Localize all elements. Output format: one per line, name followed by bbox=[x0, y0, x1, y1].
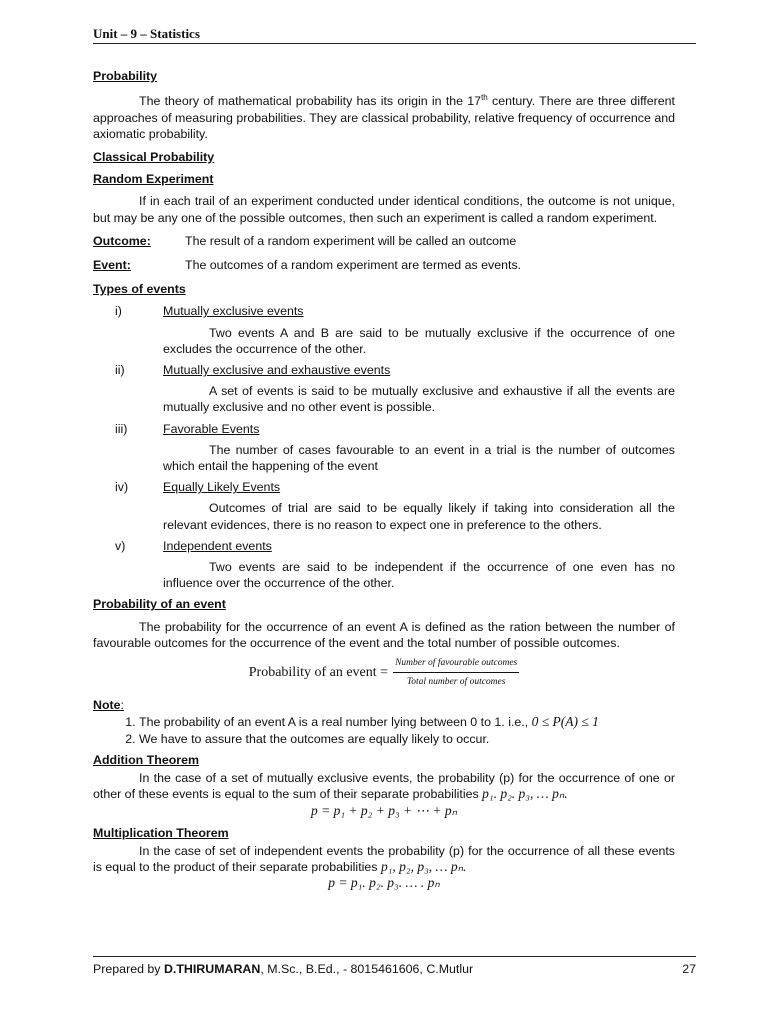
definition-term: Event: bbox=[93, 257, 131, 272]
page-number: 27 bbox=[682, 962, 696, 976]
note-text: We have to assure that the outcomes are equally likely to occur. bbox=[139, 731, 490, 746]
definition-text: The outcomes of a random experiment are termed as events. bbox=[185, 257, 522, 272]
event-type-item bbox=[93, 479, 675, 533]
footer-suffix: , M.Sc., B.Ed., - 8015461606, C.Mutlur bbox=[260, 962, 474, 976]
definition-term: Outcome: bbox=[93, 233, 151, 248]
definition-text: The result of a random experiment will be called an outcome bbox=[185, 233, 517, 248]
heading-note: Note: bbox=[93, 698, 124, 713]
heading-classical-probability: Classical Probability bbox=[93, 149, 215, 164]
event-type-item bbox=[93, 538, 675, 592]
addition-inline-math: p₁. p₂. p₃, … pₙ. bbox=[482, 786, 568, 802]
addition-text: In the case of a set of mutually exclusive events, the probability (p) for the occurrence of one or other of these events is equal to the sum of their separate probabilities bbox=[93, 771, 675, 802]
footer-prefix: Prepared by bbox=[93, 962, 164, 976]
heading-multiplication-theorem: Multiplication Theorem bbox=[93, 825, 229, 840]
formula-fraction bbox=[393, 655, 519, 690]
random-experiment-text: If in each trail of an experiment conducted under identical conditions, the outcome is not unique, but may be any one of the possible outcomes, then such an experiment is called a random experiment. bbox=[93, 194, 675, 225]
document-body bbox=[93, 68, 675, 898]
formula-numerator: Number of favourable outcomes bbox=[393, 655, 519, 673]
probability-text-content: The theory of mathematical probability has its origin in the 17th century. There are three different approaches of measuring probabilities. They are classical probability, relative frequency of occurrence and axiomatic probability. bbox=[93, 93, 675, 141]
definition-event bbox=[93, 257, 675, 273]
heading-probability-of-event: Probability of an event bbox=[93, 597, 226, 612]
heading-addition-theorem: Addition Theorem bbox=[93, 753, 200, 768]
footer-author: D.THIRUMARAN bbox=[163, 962, 261, 976]
item-title: Mutually exclusive and exhaustive events bbox=[163, 362, 391, 377]
formula-denominator: Total number of outcomes bbox=[406, 677, 506, 688]
note-list bbox=[93, 714, 675, 747]
definition-outcome bbox=[93, 233, 675, 249]
note-text: The probability of an event A is a real number lying between 0 to 1. i.e., bbox=[139, 714, 529, 729]
item-title: Independent events bbox=[163, 538, 272, 553]
multiplication-formula: p = p₁. p₂. p₃. … . pₙ bbox=[328, 875, 440, 891]
item-title: Mutually exclusive events bbox=[163, 304, 304, 319]
probability-of-event-text: The probability for the occurrence of an event A is defined as the ration between the number of favourable outcomes for the occurrence of the event and the total number of possible outcomes. bbox=[93, 619, 675, 650]
note-math: 0 ≤ P(A) ≤ 1 bbox=[531, 713, 599, 729]
item-text: Two events are said to be independent if the occurrence of one even has no influence over the occurrence of the other. bbox=[163, 560, 675, 591]
event-type-item bbox=[93, 421, 675, 475]
item-number: v) bbox=[115, 538, 126, 553]
page-header: Unit – 9 – Statistics bbox=[93, 25, 696, 44]
item-number: iv) bbox=[115, 480, 129, 495]
page-footer bbox=[93, 956, 696, 976]
probability-text bbox=[93, 90, 675, 142]
item-title: Favorable Events bbox=[163, 421, 260, 436]
multiplication-theorem-text bbox=[93, 843, 675, 875]
item-text: A set of events is said to be mutually exclusive and exhaustive if all the events are mutually exclusive and no other event is possible. bbox=[163, 384, 675, 415]
event-type-item bbox=[93, 362, 675, 416]
note-item bbox=[139, 731, 675, 747]
item-number: ii) bbox=[115, 362, 125, 377]
heading-random-experiment: Random Experiment bbox=[93, 172, 214, 187]
item-text: The number of cases favourable to an event in a trial is the number of outcomes which entail the happening of the event bbox=[163, 442, 675, 473]
note-heading-label: Note bbox=[93, 698, 121, 713]
heading-types-of-events: Types of events bbox=[93, 282, 186, 297]
heading-probability: Probability bbox=[93, 69, 158, 83]
item-number: i) bbox=[115, 304, 122, 319]
item-title: Equally Likely Events bbox=[163, 480, 281, 495]
item-number: iii) bbox=[115, 421, 128, 436]
item-text: Two events A and B are said to be mutually exclusive if the occurrence of one excludes the occurrence of the other. bbox=[163, 325, 675, 356]
note-item bbox=[139, 714, 675, 730]
multiplication-text: In the case of set of independent events the probability (p) for the occurrence of all these events is equal to the product of their separate probabilities bbox=[93, 844, 675, 875]
addition-formula: p = p₁ + p₂ + p₃ + ⋯ + pₙ bbox=[310, 802, 457, 818]
formula-left: Probability of an event = bbox=[248, 664, 389, 680]
item-text: Outcomes of trial are said to be equally likely if taking into consideration all the relevant evidences, there is no reason to expect one in preference to the others. bbox=[163, 501, 675, 532]
multiplication-inline-math: p₁, p₂, p₃, … pₙ. bbox=[380, 859, 467, 875]
event-type-item bbox=[93, 303, 675, 357]
addition-theorem-text bbox=[93, 770, 675, 802]
probability-formula bbox=[93, 655, 675, 690]
